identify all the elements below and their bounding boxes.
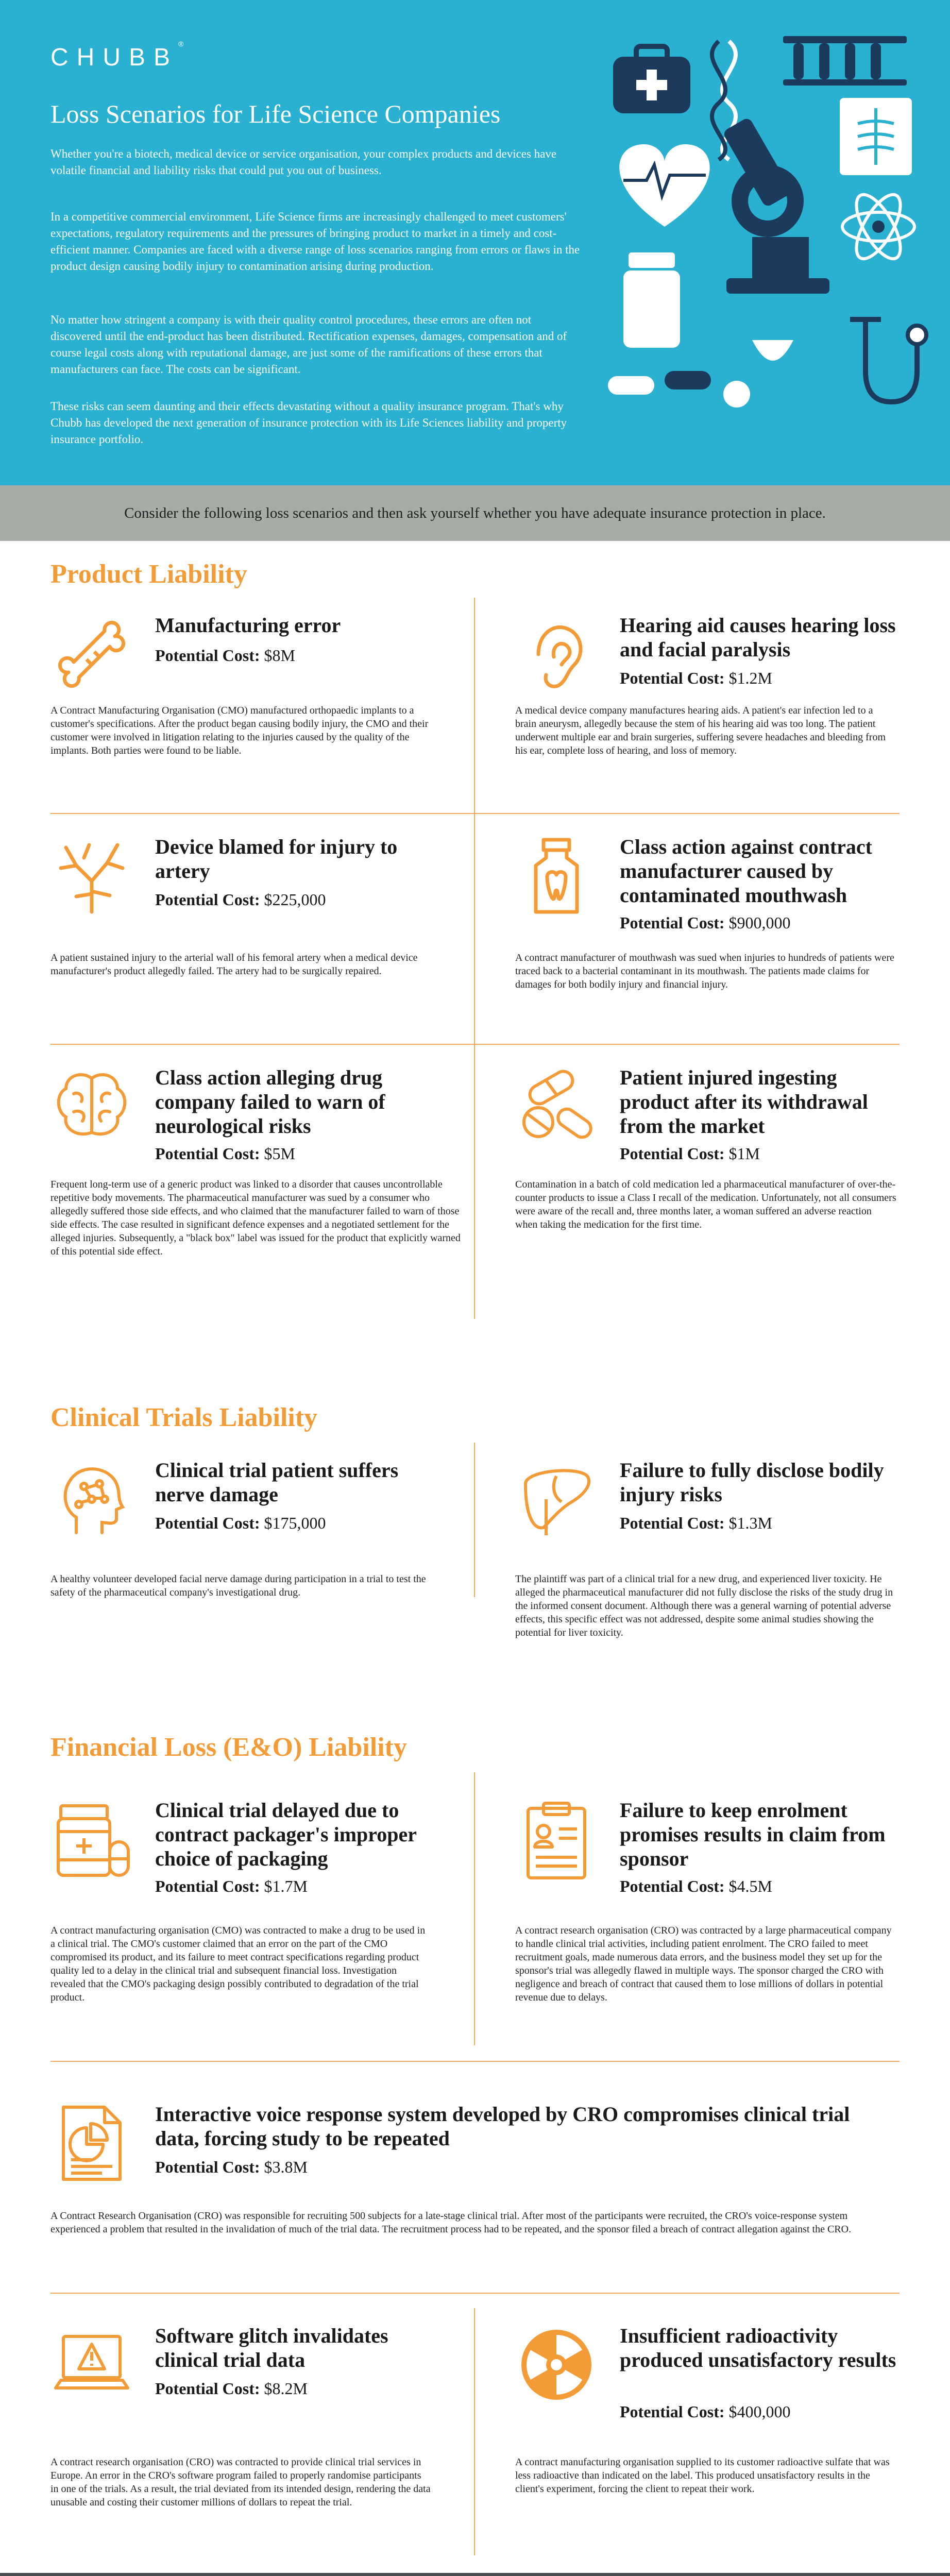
section-title-financial-loss: Financial Loss (E&O) Liability	[50, 1733, 407, 1762]
liver-icon	[515, 1458, 598, 1540]
scenario-title: Insufficient radioactivity produced unsatisfactory results	[620, 2324, 896, 2371]
scenario-title: Software glitch invalidates clinical trial data	[155, 2324, 388, 2371]
scenario-title: Failure to keep enrolment promises results in claim from sponsor	[620, 1799, 886, 1870]
scenario-card	[50, 1065, 463, 1323]
scenario-title: Device blamed for injury to artery	[155, 835, 398, 883]
potential-cost: Potential Cost: $1.3M	[620, 1514, 772, 1532]
radiation-icon	[515, 2324, 598, 2406]
banner: Consider the following loss scenarios and then ask yourself whether you have adequate insurance protection in place.	[0, 485, 950, 541]
artery-icon	[50, 835, 133, 917]
scenario-description: Contamination in a batch of cold medication led a pharmaceutical manufacturer of over-the-counter products to issue a Class I recall of the medication. Unfortunately, not all consumers were aware of the recall and, three months later, a woman suffered an adverse reaction when taking the medication for the first time.	[515, 1179, 896, 1230]
laptop-warning-icon	[50, 2324, 133, 2406]
scenario-description: A Contract Manufacturing Organisation (CMO) manufactured orthopaedic implants to a customer's specifications. After the product began causing bodily injury, the CMO and their customer were involved in litigation relating to the injuries caused by the quality of the implants. Both parties were found to be liable.	[50, 705, 429, 756]
intro-paragraph-2: In a competitive commercial environment, Life Science firms are increasingly challenged to meet customers' expectations, regulatory requirements and the pressures of bringing product to market in a timely and cost-efficient manner. Companies are faced with a diverse range of loss scenarios ranging from errors or flaws in the product design causing bodily injury to contamination arising during production.	[50, 210, 580, 273]
scenario-title: Class action alleging drug company failed to warn of neurological risks	[155, 1066, 385, 1138]
scenario-title: Class action against contract manufacturer caused by contaminated mouthwash	[620, 835, 872, 907]
scenario-description: Frequent long-term use of a generic product was linked to a disorder that causes uncontrollable repetitive body movements. The pharmaceutical manufacturer was sued by a consumer who allegedly suffered those side effects, and who claimed that the manufacturer failed to warn of those side effects. The case resulted in significant defence expenses and a negotiated settlement for the alleged injuries. Subsequently, a "black box" label was issued for the product that explicitly warned of this potential side effect.	[50, 1179, 461, 1257]
scenario-description: A patient sustained injury to the arterial wall of his femoral artery when a medical device manufacturer's product allegedly failed. The artery had to be surgically repaired.	[50, 952, 418, 977]
scenario-card	[50, 1798, 463, 2056]
potential-cost: Potential Cost: $1M	[620, 1144, 760, 1163]
report-chart-icon	[50, 2102, 133, 2184]
scenario-description: A medical device company manufactures hearing aids. A patient's ear infection led to a brain aneurysm, allegedly because the stem of his hearing aid was too long. The patient underwent multiple ear and brain surgeries, suffering severe headaches and bleeding from his ear, complete loss of hearing, and loss of memory.	[515, 705, 886, 756]
scenario-title: Failure to fully disclose bodily injury risks	[620, 1459, 884, 1506]
clipboard-icon	[515, 1798, 598, 1880]
potential-cost: Potential Cost: $5M	[155, 1144, 295, 1163]
scenario-description: A contract manufacturing organisation supplied to its customer radioactive sulfate that was less radioactive than indicated on the label. This produced unsatisfactory results in the client's experiment, forcing the client to repeat their work.	[515, 2456, 890, 2495]
scenario-description: A contract manufacturer of mouthwash was sued when injuries to hundreds of patients were traced back to a bacterial contaminant in its mouthwash. The patients made claims for damages for both bodily injury and financial injury.	[515, 952, 894, 990]
intro-paragraph-1: Whether you're a biotech, medical device or service organisation, your complex products and devices have volatile financial and liability risks that could put you out of business.	[50, 147, 557, 177]
scenario-card	[50, 835, 463, 1030]
footer	[0, 2573, 950, 2576]
bone-icon	[50, 613, 133, 696]
scenario-description: A contract research organisation (CRO) was contracted to provide clinical trial services in Europe. An error in the CRO's software program failed to properly randomise participants in one of the trials. As a result, the trial deviated from its intended design, rendering the data unusable and costing their customer millions of dollars to repeat the trial.	[50, 2456, 431, 2508]
scenario-card	[515, 2324, 907, 2561]
scenario-description: A healthy volunteer developed facial nerve damage during participation in a trial to test the safety of the pharmaceutical company's investigational drug.	[50, 1573, 426, 1598]
life-science-illustration-icon	[598, 31, 932, 453]
page-title: Loss Scenarios for Life Science Companies	[50, 99, 501, 128]
row-divider	[50, 813, 900, 814]
chubb-logo[interactable]: CHUBB®	[50, 40, 184, 71]
scenario-description: The plaintiff was part of a clinical trial for a new drug, and experienced liver toxicity. He alleged the pharmaceutical manufacturer did not fully disclose the risks of the study drug in the informed consent document. Although there was a general warning of potential adverse effects, this specific effect was not addressed, despite some animal studies showing the potential for liver toxicity.	[515, 1573, 893, 1638]
scenario-card	[50, 2102, 906, 2277]
intro-paragraph-4: These risks can seem daunting and their effects devastating without a quality insurance program. That's why Chubb has developed the next generation of insurance protection with its Life Sciences liability and property insurance portfolio.	[50, 400, 567, 446]
hero-header	[0, 0, 950, 485]
scenario-card	[515, 835, 907, 1030]
scenario-title: Manufacturing error	[155, 614, 341, 637]
row-divider	[50, 2293, 900, 2294]
ear-icon	[515, 613, 598, 696]
row-divider	[50, 2061, 900, 2062]
potential-cost: Potential Cost: $900,000	[620, 913, 791, 932]
row-divider	[50, 1044, 900, 1045]
mouthwash-icon	[515, 835, 598, 917]
scenario-card	[50, 2324, 463, 2561]
potential-cost: Potential Cost: $175,000	[155, 1514, 326, 1532]
scenario-title: Patient injured ingesting product after its withdrawal from the market	[620, 1066, 868, 1138]
scenario-description: A contract manufacturing organisation (CMO) was contracted to make a drug to be used in a clinical trial. The CMO's customer claimed that an error on the part of the CMO compromised its product, and its failure to meet contract specifications regarding product quality led to a delay in the clinical trial and subsequent financial loss. Investigation revealed that the CMO's packaging design possibly contributed to degradation of the trial product.	[50, 1925, 426, 2003]
potential-cost: Potential Cost: $3.8M	[155, 2158, 308, 2176]
scenario-title: Clinical trial delayed due to contract packager's improper choice of packaging	[155, 1799, 417, 1870]
scenario-card	[515, 1798, 907, 2056]
intro-paragraph-3: No matter how stringent a company is with their quality control procedures, these errors are often not discovered until the end-product has been distributed. Rectification expenses, damages, compensation and of course legal costs along with reputational damage, are just some of the ramifications of these errors that manufacturers can face. The costs can be significant.	[50, 313, 567, 376]
medicine-bottle-icon	[50, 1798, 133, 1880]
scenario-title: Hearing aid causes hearing loss and facial paralysis	[620, 614, 896, 661]
scenario-card	[515, 1065, 907, 1323]
column-divider	[474, 1443, 475, 1597]
scenario-card	[515, 613, 907, 804]
scenario-title: Clinical trial patient suffers nerve damage	[155, 1459, 399, 1506]
potential-cost: Potential Cost: $4.5M	[620, 1877, 772, 1895]
section-title-product-liability: Product Liability	[50, 560, 247, 589]
pills-icon	[515, 1065, 598, 1148]
scenario-description: A Contract Research Organisation (CRO) was responsible for recruiting 500 subjects for a late-stage clinical trial. After most of the participants were recruited, the CRO's voice-response system experienced a problem that resulted in the invalidation of much of the trial data. The recruitment process had to be repeated, and the sponsor filed a breach of contract allegation against the CRO.	[50, 2210, 852, 2235]
column-divider	[474, 1772, 475, 2045]
scenario-card	[50, 613, 463, 804]
potential-cost: Potential Cost: $1.7M	[155, 1877, 308, 1895]
potential-cost: Potential Cost: $8M	[155, 646, 295, 665]
potential-cost: Potential Cost: $8.2M	[155, 2379, 308, 2398]
potential-cost: Potential Cost: $400,000	[620, 2402, 791, 2421]
head-nerve-icon	[50, 1458, 133, 1540]
column-divider	[474, 2308, 475, 2555]
scenario-card	[50, 1458, 463, 1602]
column-divider	[474, 598, 475, 1319]
scenario-card	[515, 1458, 907, 1638]
section-title-clinical-trials-liability: Clinical Trials Liability	[50, 1403, 318, 1432]
scenario-title: Interactive voice response system developed by CRO compromises clinical trial data, forcing study to be repeated	[155, 2103, 850, 2150]
potential-cost: Potential Cost: $1.2M	[620, 669, 772, 687]
potential-cost: Potential Cost: $225,000	[155, 890, 326, 909]
scenario-description: A contract research organisation (CRO) was contracted by a large pharmaceutical company to handle clinical trial activities, including patient enrolment. The CRO failed to meet recruitment goals, made numerous data errors, and the business model they set up for the sponsor's trial was allegedly flawed in multiple ways. The sponsor charged the CRO with negligence and breach of contract that caused them to lose millions of dollars in potential revenue due to delays.	[515, 1925, 892, 2003]
brain-icon	[50, 1065, 133, 1148]
